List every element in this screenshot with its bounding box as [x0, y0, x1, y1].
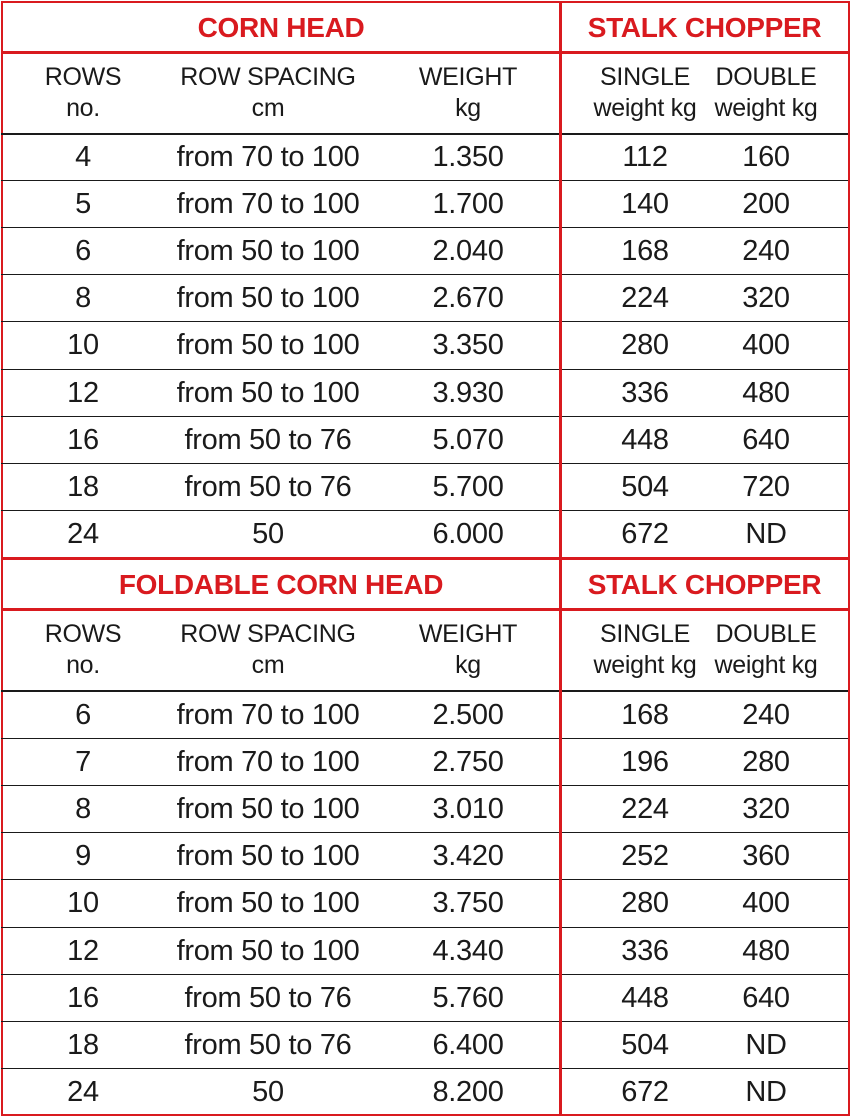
- cell-rows: 9: [75, 840, 91, 873]
- cell-weight: 3.930: [432, 376, 504, 409]
- cell-single: 448: [621, 423, 669, 456]
- cell-single: 112: [622, 141, 668, 174]
- column-header-spacing: [173, 52, 363, 134]
- column-header-rows: [0, 52, 178, 134]
- column-header-line: WEIGHT: [418, 620, 518, 648]
- cell-spacing: from 70 to 100: [176, 141, 360, 174]
- column-header-line: weight kg: [593, 94, 697, 122]
- cell-weight: 2.750: [432, 746, 504, 779]
- cell-weight: 5.760: [432, 981, 504, 1014]
- column-header-line: no.: [66, 94, 100, 122]
- cell-rows: 16: [67, 423, 99, 456]
- cell-single: 224: [621, 282, 669, 315]
- column-header-line: ROW SPACING: [180, 63, 356, 91]
- cell-single: 280: [621, 887, 669, 920]
- cell-weight: 3.010: [432, 793, 504, 826]
- cell-single: 168: [621, 699, 669, 732]
- cell-single: 252: [621, 840, 669, 873]
- cell-double: 400: [742, 329, 790, 362]
- cell-rows: 5: [75, 188, 91, 221]
- section-title: FOLDABLE CORN HEAD: [118, 568, 444, 600]
- section-title: CORN HEAD: [197, 11, 365, 43]
- cell-rows: 6: [75, 699, 91, 732]
- cell-weight: 3.420: [432, 840, 504, 873]
- column-header-single: [580, 609, 710, 691]
- column-header-line: ROW SPACING: [180, 620, 356, 648]
- cell-double: ND: [745, 1075, 787, 1108]
- cell-double: 480: [742, 376, 790, 409]
- cell-rows: 16: [67, 981, 99, 1014]
- cell-weight: 1.350: [432, 141, 504, 174]
- cell-spacing: from 50 to 100: [176, 840, 360, 873]
- cell-rows: 8: [75, 793, 91, 826]
- cell-spacing: from 70 to 100: [176, 188, 360, 221]
- column-header-weight: [373, 609, 563, 691]
- cell-weight: 4.340: [432, 934, 504, 967]
- cell-spacing: from 70 to 100: [176, 746, 360, 779]
- cell-double: 240: [742, 235, 790, 268]
- cell-rows: 12: [67, 376, 99, 409]
- column-header-line: WEIGHT: [418, 63, 518, 91]
- column-group-divider: [559, 1, 562, 1114]
- cell-single: 336: [621, 376, 669, 409]
- column-header-line: SINGLE: [600, 63, 690, 91]
- cell-rows: 8: [75, 282, 91, 315]
- cell-spacing: from 50 to 100: [176, 934, 360, 967]
- cell-single: 140: [621, 188, 669, 221]
- cell-weight: 5.700: [432, 470, 504, 503]
- cell-double: 720: [742, 470, 790, 503]
- column-header-line: no.: [66, 651, 100, 679]
- cell-weight: 3.750: [432, 887, 504, 920]
- column-header-line: weight kg: [714, 94, 818, 122]
- cell-single: 168: [621, 235, 669, 268]
- cell-single: 336: [621, 934, 669, 967]
- cell-double: ND: [745, 517, 787, 550]
- cell-double: 280: [742, 746, 790, 779]
- column-header-weight: [373, 52, 563, 134]
- cell-spacing: from 50 to 100: [176, 329, 360, 362]
- column-header-line: cm: [251, 94, 285, 122]
- column-header-rows: [0, 609, 178, 691]
- cell-single: 448: [621, 981, 669, 1014]
- cell-spacing: from 50 to 100: [176, 887, 360, 920]
- cell-weight: 3.350: [432, 329, 504, 362]
- cell-rows: 10: [67, 887, 99, 920]
- cell-double: 240: [742, 699, 790, 732]
- cell-rows: 10: [67, 329, 99, 362]
- cell-single: 504: [621, 1028, 669, 1061]
- cell-spacing: from 70 to 100: [176, 699, 360, 732]
- cell-spacing: from 50 to 76: [184, 470, 352, 503]
- stalk-chopper-title: STALK CHOPPER: [587, 11, 822, 43]
- cell-weight: 2.040: [432, 235, 504, 268]
- cell-single: 280: [621, 329, 669, 362]
- cell-double: 320: [742, 282, 790, 315]
- cell-double: 200: [742, 188, 790, 221]
- cell-double: 160: [742, 141, 790, 174]
- stalk-chopper-title: STALK CHOPPER: [587, 568, 822, 600]
- cell-double: 360: [742, 840, 790, 873]
- cell-rows: 7: [75, 746, 91, 779]
- cell-rows: 6: [75, 235, 91, 268]
- cell-spacing: 50: [252, 1075, 284, 1108]
- cell-rows: 18: [67, 470, 99, 503]
- column-header-line: DOUBLE: [715, 620, 817, 648]
- cell-weight: 5.070: [432, 423, 504, 456]
- cell-rows: 4: [75, 141, 91, 174]
- cell-weight: 8.200: [432, 1075, 504, 1108]
- cell-spacing: from 50 to 100: [176, 376, 360, 409]
- cell-rows: 18: [67, 1028, 99, 1061]
- cell-double: ND: [745, 1028, 787, 1061]
- cell-single: 672: [621, 1075, 669, 1108]
- column-header-line: ROWS: [44, 620, 122, 648]
- cell-spacing: from 50 to 100: [176, 282, 360, 315]
- cell-single: 224: [621, 793, 669, 826]
- column-header-line: DOUBLE: [715, 63, 817, 91]
- cell-rows: 12: [67, 934, 99, 967]
- cell-spacing: from 50 to 76: [184, 981, 352, 1014]
- cell-single: 196: [621, 746, 669, 779]
- cell-double: 400: [742, 887, 790, 920]
- cell-rows: 24: [67, 517, 99, 550]
- cell-spacing: from 50 to 76: [184, 1028, 352, 1061]
- column-header-line: cm: [251, 651, 285, 679]
- column-header-line: SINGLE: [600, 620, 690, 648]
- column-header-line: kg: [455, 651, 481, 679]
- cell-weight: 2.670: [432, 282, 504, 315]
- cell-spacing: 50: [252, 517, 284, 550]
- cell-double: 480: [742, 934, 790, 967]
- cell-weight: 6.000: [432, 517, 504, 550]
- column-header-spacing: [173, 609, 363, 691]
- column-header-line: ROWS: [44, 63, 122, 91]
- cell-weight: 1.700: [432, 188, 504, 221]
- column-header-line: weight kg: [593, 651, 697, 679]
- cell-spacing: from 50 to 100: [176, 235, 360, 268]
- column-header-double: [701, 609, 831, 691]
- cell-single: 672: [621, 517, 669, 550]
- cell-weight: 2.500: [432, 699, 504, 732]
- column-header-double: [701, 52, 831, 134]
- column-header-single: [580, 52, 710, 134]
- column-header-line: weight kg: [714, 651, 818, 679]
- cell-spacing: from 50 to 76: [184, 423, 352, 456]
- cell-rows: 24: [67, 1075, 99, 1108]
- cell-spacing: from 50 to 100: [176, 793, 360, 826]
- cell-weight: 6.400: [432, 1028, 504, 1061]
- column-header-line: kg: [455, 94, 481, 122]
- cell-single: 504: [621, 470, 669, 503]
- cell-double: 640: [742, 981, 790, 1014]
- cell-double: 320: [742, 793, 790, 826]
- cell-double: 640: [742, 423, 790, 456]
